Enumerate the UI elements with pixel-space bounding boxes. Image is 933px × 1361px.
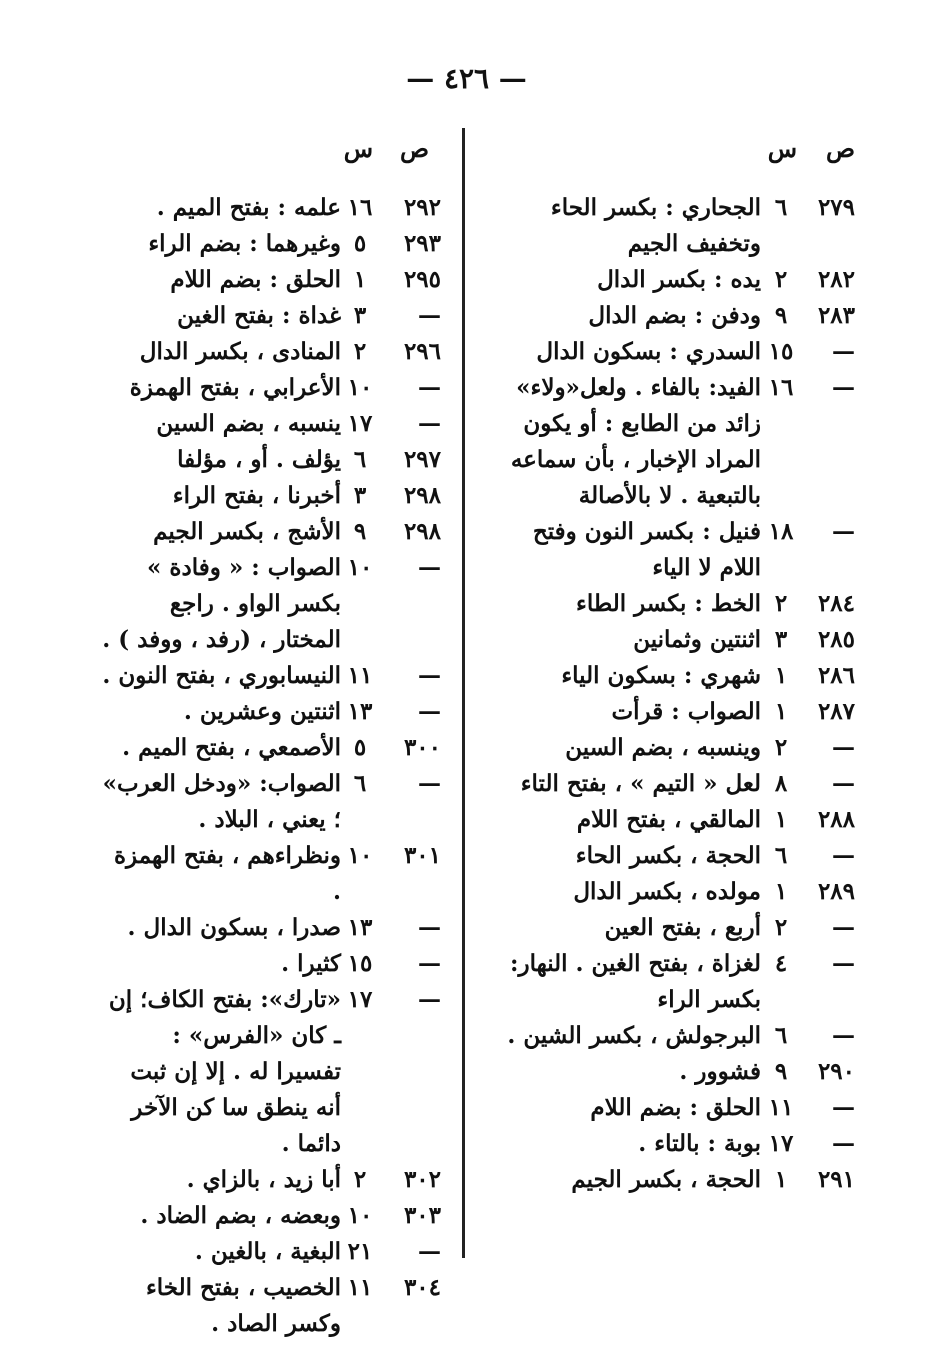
page-ref: ٢٩٣ (403, 230, 441, 257)
page-ref: — (418, 374, 441, 401)
correction-text: الحجة ، بكسر الجيم (571, 1166, 761, 1193)
page-ref: — (832, 950, 855, 977)
errata-entry (505, 622, 855, 658)
line-ref: ١٥ (347, 950, 373, 977)
errata-entry (101, 1270, 441, 1342)
page-ref: ٢٨٧ (817, 698, 855, 725)
correction-text: وبعضه ، بضم الضاد . (140, 1202, 341, 1229)
line-ref: ١ (774, 878, 788, 905)
errata-entry (505, 910, 855, 946)
line-ref: ٤ (774, 950, 788, 977)
errata-entry (101, 1198, 441, 1234)
errata-entry (505, 1054, 855, 1090)
correction-text: الخصيب ، بفتح الخاء وكسر الصاد . (145, 1274, 341, 1337)
page-ref: — (832, 842, 855, 869)
page-ref: ٢٩٦ (403, 338, 441, 365)
correction-text: صدرا ، بسكون الدال . (127, 914, 341, 941)
page-ref: — (418, 410, 441, 437)
correction-text: لغزاة ، بفتح الغين . النهار: بكسر الراء (509, 950, 761, 1013)
errata-entry (101, 1162, 441, 1198)
page-ref: — (832, 734, 855, 761)
errata-entry (101, 406, 441, 442)
line-ref: ١١ (768, 1094, 794, 1121)
line-ref: ٨ (774, 770, 788, 797)
page-ref: — (832, 518, 855, 545)
page-header-label: ص (399, 134, 429, 163)
page-ref: — (418, 1238, 441, 1265)
correction-text: فشوور . (679, 1058, 761, 1085)
page-ref: ٢٩٥ (403, 266, 441, 293)
errata-entry (101, 1234, 441, 1270)
column-header (101, 130, 441, 190)
column-divider (462, 128, 465, 1258)
page-ref: ٢٨٥ (817, 626, 855, 653)
page-ref: ٣٠١ (403, 842, 441, 869)
correction-text: ينسبه ، بضم السين (156, 410, 341, 437)
page-ref: ٢٩٧ (403, 446, 441, 473)
errata-entry (505, 370, 855, 514)
page-ref: — (832, 770, 855, 797)
line-ref: ٢ (353, 338, 367, 365)
errata-entry (505, 586, 855, 622)
correction-text: الخط : بكسر الطاء (576, 590, 761, 617)
line-ref: ١٦ (768, 374, 794, 401)
correction-text: الأعرابي ، بفتح الهمزة (129, 374, 341, 401)
errata-entry (505, 766, 855, 802)
correction-text: ونظراءهم ، بفتح الهمزة . (113, 842, 341, 905)
correction-text: الصواب : « وفادة » بكسر الواو . راجع المختار ، (رفد ، ووفد ) . (102, 554, 341, 653)
correction-text: يؤلف . أو ، مؤلفا (177, 446, 341, 473)
page-ref: — (418, 662, 441, 689)
line-ref: ٦ (774, 842, 788, 869)
line-header-label: س (343, 134, 373, 163)
page-ref: ٣٠٣ (403, 1202, 441, 1229)
page-ref: ٢٨٨ (817, 806, 855, 833)
line-ref: ٦ (353, 770, 367, 797)
page-ref: — (832, 374, 855, 401)
page-ref: ٢٧٩ (817, 194, 855, 221)
errata-entry (505, 1018, 855, 1054)
page-ref: ٢٨٢ (817, 266, 855, 293)
line-ref: ٩ (774, 1058, 788, 1085)
correction-text: اثنتين وثمانين (633, 626, 761, 653)
errata-entry (101, 694, 441, 730)
correction-text: وغيرهما : بضم الراء (148, 230, 341, 257)
errata-entry (101, 946, 441, 982)
errata-entry (505, 946, 855, 1018)
line-ref: ٩ (774, 302, 788, 329)
correction-text: الصواب: «ودخل العرب» ؛ يعني ، البلاد . (102, 770, 341, 833)
errata-entry (101, 910, 441, 946)
line-ref: ١ (774, 806, 788, 833)
correction-text: الفيد: بالفاء . ولعل«ولاء» زائد من الطابع : أو يكون المراد الإخبار ، بأن سماعه بالتبعية . لا بالأصالة (510, 374, 761, 509)
correction-text: البغية ، بالغين . (194, 1238, 341, 1265)
correction-text: اثنتين وعشرين . (183, 698, 341, 725)
line-ref: ١٦ (347, 194, 373, 221)
page-ref: — (832, 1022, 855, 1049)
page-ref: — (418, 554, 441, 581)
errata-entry (101, 982, 441, 1162)
line-ref: ٢ (353, 1166, 367, 1193)
correction-text: الحجة ، بكسر الحاء (575, 842, 761, 869)
page-ref: — (418, 770, 441, 797)
line-ref: ٦ (353, 446, 367, 473)
line-ref: ١٧ (347, 410, 373, 437)
correction-text: يده : بكسر الدال (597, 266, 761, 293)
correction-text: «تارك»: بفتح الكاف؛ إن ـ كان «الفرس» : تفسيرا له . إلا إن ثبت أنه ينطق سا كن الآخر دائما . (108, 986, 341, 1157)
line-ref: ٥ (353, 230, 367, 257)
page-ref: — (418, 986, 441, 1013)
page-ref: ٢٩٨ (403, 518, 441, 545)
page-ref: ٢٨٤ (817, 590, 855, 617)
page-ref: — (832, 1130, 855, 1157)
errata-entry (101, 442, 441, 478)
page-ref: ٢٩٢ (403, 194, 441, 221)
errata-entry (505, 514, 855, 586)
line-ref: ١٠ (347, 554, 373, 581)
line-ref: ٦ (774, 194, 788, 221)
page-ref: ٢٩٠ (817, 1058, 855, 1085)
errata-entry (101, 370, 441, 406)
errata-entry (101, 226, 441, 262)
line-ref: ٢ (774, 734, 788, 761)
line-ref: ١١ (347, 662, 373, 689)
correction-text: غداة : بفتح الغين (177, 302, 341, 329)
line-ref: ٢ (774, 914, 788, 941)
line-ref: ٢ (774, 266, 788, 293)
correction-text: النيسابوري ، بفتح النون . (102, 662, 341, 689)
page-ref: — (418, 698, 441, 725)
correction-text: مولده ، بكسر الدال (573, 878, 761, 905)
errata-entry (101, 298, 441, 334)
errata-entry (101, 334, 441, 370)
errata-entry (101, 550, 441, 658)
page-ref: ٢٨٣ (817, 302, 855, 329)
correction-text: الصواب : قرأت (611, 698, 761, 725)
page-ref: ٢٨٦ (817, 662, 855, 689)
correction-text: الجحاري : بكسر الحاء وتخفيف الجيم (550, 194, 761, 257)
errata-entry (505, 658, 855, 694)
correction-text: المنادى ، بكسر الدال (139, 338, 341, 365)
errata-entry (101, 838, 441, 910)
page-ref: ٣٠٠ (403, 734, 441, 761)
page-ref: — (418, 914, 441, 941)
correction-text: ودفن : بضم الدال (588, 302, 761, 329)
correction-text: فنيل : بكسر النون وفتح اللام لا الياء (532, 518, 761, 581)
errata-entry (505, 838, 855, 874)
line-header-label: س (767, 134, 797, 163)
line-ref: ٢ (774, 590, 788, 617)
errata-entry (505, 1126, 855, 1162)
line-ref: ١ (353, 266, 367, 293)
page-ref: — (418, 950, 441, 977)
correction-text: الحلق : بضم اللام (590, 1094, 761, 1121)
page-number: — ٤٢٦ — (406, 62, 527, 95)
page-ref: ٢٩١ (817, 1166, 855, 1193)
errata-entry (505, 694, 855, 730)
errata-entry (505, 874, 855, 910)
correction-text: كثيرا . (281, 950, 341, 977)
line-ref: ١١ (347, 1274, 373, 1301)
errata-entry (505, 190, 855, 262)
errata-entry (101, 766, 441, 838)
line-ref: ٦ (774, 1022, 788, 1049)
line-ref: ٣ (774, 626, 788, 653)
page-ref: — (832, 914, 855, 941)
line-ref: ١٠ (347, 374, 373, 401)
errata-entry (505, 298, 855, 334)
correction-text: وينسبه ، بضم السين (565, 734, 761, 761)
line-ref: ١٣ (347, 914, 373, 941)
line-ref: ١٠ (347, 842, 373, 869)
page-ref: ٣٠٢ (403, 1166, 441, 1193)
page-ref: — (418, 302, 441, 329)
column-header (505, 130, 855, 190)
correction-text: أخبرنا ، بفتح الراء (172, 482, 341, 509)
errata-column-right (505, 130, 855, 1198)
errata-rows (101, 190, 441, 1342)
line-ref: ١ (774, 698, 788, 725)
line-ref: ١ (774, 662, 788, 689)
errata-entry (101, 478, 441, 514)
errata-entry (505, 262, 855, 298)
correction-text: شهري : بسكون الياء (561, 662, 761, 689)
correction-text: أربع ، بفتح العين (604, 914, 761, 941)
correction-text: الحلق : بضم اللام (170, 266, 341, 293)
correction-text: أبا زيد ، بالزاي . (186, 1166, 341, 1193)
errata-entry (101, 262, 441, 298)
line-ref: ٣ (353, 302, 367, 329)
line-ref: ١٨ (768, 518, 794, 545)
page-ref: ٢٨٩ (817, 878, 855, 905)
line-ref: ٢١ (347, 1238, 373, 1265)
errata-entry (505, 730, 855, 766)
errata-column-left (101, 130, 441, 1342)
correction-text: الأصمعي ، بفتح الميم . (122, 734, 341, 761)
errata-entry (505, 334, 855, 370)
page-ref: ٣٠٤ (403, 1274, 441, 1301)
errata-entry (101, 658, 441, 694)
correction-text: الأشج ، بكسر الجيم (153, 518, 341, 545)
errata-rows (505, 190, 855, 1198)
line-ref: ١٣ (347, 698, 373, 725)
line-ref: ١٧ (768, 1130, 794, 1157)
page-ref: — (832, 338, 855, 365)
page-header-label: ص (825, 134, 855, 163)
errata-entry (101, 190, 441, 226)
line-ref: ٣ (353, 482, 367, 509)
errata-entry (101, 514, 441, 550)
correction-text: السدري : بسكون الدال (536, 338, 761, 365)
errata-entry (505, 1162, 855, 1198)
errata-entry (505, 1090, 855, 1126)
page-ref: — (832, 1094, 855, 1121)
line-ref: ٩ (353, 518, 367, 545)
page-ref: ٢٩٨ (403, 482, 441, 509)
line-ref: ٥ (353, 734, 367, 761)
errata-entry (505, 802, 855, 838)
correction-text: المالقي ، بفتح اللام (576, 806, 761, 833)
correction-text: لعل « التيم » ، بفتح التاء (520, 770, 761, 797)
line-ref: ١٠ (347, 1202, 373, 1229)
line-ref: ١ (774, 1166, 788, 1193)
line-ref: ١٥ (768, 338, 794, 365)
correction-text: علمه : بفتح الميم . (156, 194, 341, 221)
errata-entry (101, 730, 441, 766)
correction-text: بوبة : بالتاء . (638, 1130, 761, 1157)
correction-text: البرجولش ، بكسر الشين . (507, 1022, 761, 1049)
line-ref: ١٧ (347, 986, 373, 1013)
